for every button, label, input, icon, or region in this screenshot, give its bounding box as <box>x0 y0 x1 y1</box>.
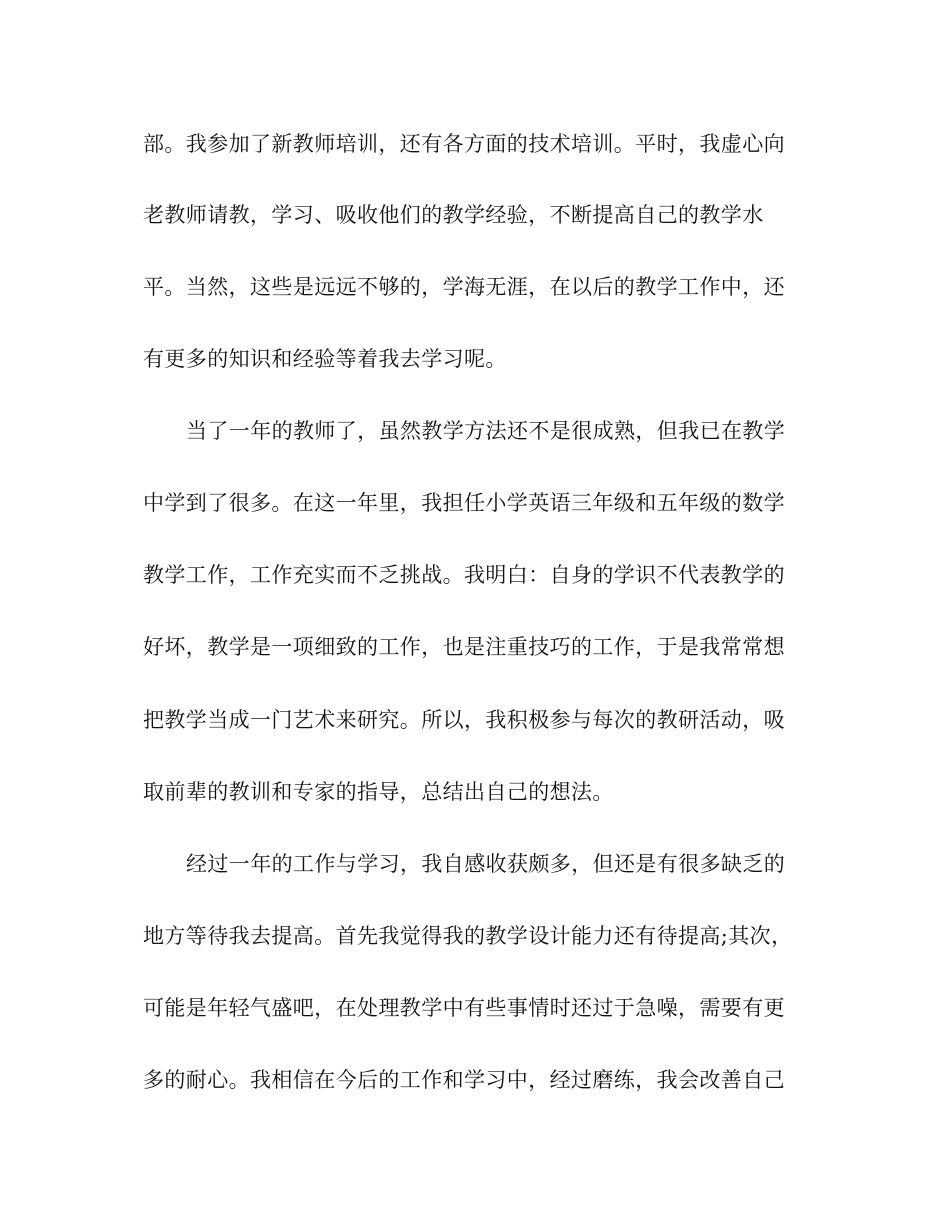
paragraph-first-line: 经过一年的工作与学习，我自感收获颇多，但还是有很多缺乏的 <box>186 852 786 876</box>
text-line: 地方等待我去提高。首先我觉得我的教学设计能力还有待提高;其次， <box>143 924 793 948</box>
text-line: 把教学当成一门艺术来研究。所以，我积极参与每次的教研活动，吸 <box>143 708 785 732</box>
text-line: 取前辈的教训和专家的指导，总结出自己的想法。 <box>143 780 614 804</box>
text-line: 平。当然，这些是远远不够的，学海无涯，在以后的教学工作中，还 <box>143 275 785 299</box>
paragraph-first-line: 当了一年的教师了，虽然教学方法还不是很成熟，但我已在教学 <box>186 419 786 443</box>
text-line: 老教师请教，学习、吸收他们的教学经验，不断提高自己的教学水 <box>143 203 764 227</box>
text-line: 中学到了很多。在这一年里，我担任小学英语三年级和五年级的数学 <box>143 491 785 515</box>
text-line: 可能是年轻气盛吧，在处理教学中有些事情时还过于急噪，需要有更 <box>143 996 785 1020</box>
text-line: 部。我参加了新教师培训，还有各方面的技术培训。平时，我虚心向 <box>143 132 785 156</box>
text-line: 教学工作，工作充实而不乏挑战。我明白：自身的学识不代表教学的 <box>143 563 785 587</box>
text-line: 好坏，教学是一项细致的工作，也是注重技巧的工作，于是我常常想 <box>143 635 785 659</box>
text-line: 多的耐心。我相信在今后的工作和学习中，经过磨练，我会改善自己 <box>143 1068 785 1092</box>
text-line: 有更多的知识和经验等着我去学习呢。 <box>143 347 507 371</box>
